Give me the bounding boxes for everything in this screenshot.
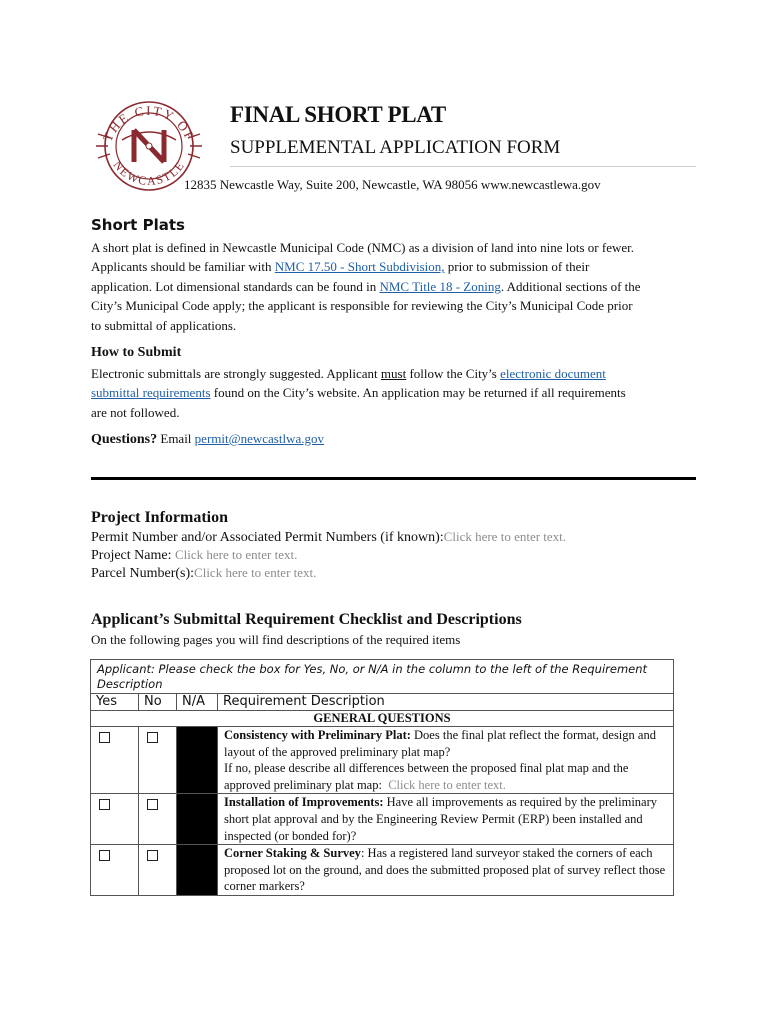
table-row xyxy=(91,845,674,896)
col-yes-header: Yes xyxy=(91,694,139,711)
table-row xyxy=(91,727,674,794)
header-divider xyxy=(230,166,696,167)
submittal-requirements-link-cont[interactable]: submittal requirements xyxy=(91,385,211,401)
parcel-number-label: Parcel Number(s): xyxy=(91,566,195,581)
text-span: application. Lot dimensional standards can be found in xyxy=(91,278,380,294)
section-divider xyxy=(91,477,696,480)
must-emphasis: must xyxy=(380,366,407,381)
yes-checkbox[interactable] xyxy=(99,799,110,810)
permit-number-field xyxy=(91,529,566,546)
checklist-heading: Applicant’s Submittal Requirement Checklist and Descriptions xyxy=(91,611,522,628)
no-checkbox[interactable] xyxy=(147,732,158,743)
col-desc-header: Requirement Description xyxy=(218,694,674,711)
na-cell xyxy=(177,845,218,896)
how-to-submit-heading: How to Submit xyxy=(91,345,182,360)
text-span: Applicants should be familiar with xyxy=(91,259,275,275)
requirement-text: : Has a registered land surveyor staked the corners of each proposed lot on the ground, and does the submitted proposed plat of survey reflect those corner markers? xyxy=(224,846,666,894)
requirement-text: Does the final plat reflect the format, design and layout of the approved preliminary plat map? xyxy=(224,728,656,759)
nmc-title-18-link[interactable]: NMC Title 18 - Zoning xyxy=(379,278,501,294)
na-cell xyxy=(177,794,218,845)
permit-number-input[interactable]: Click here to enter text. xyxy=(443,529,567,544)
para-line xyxy=(91,277,691,296)
submittal-requirements-link[interactable]: electronic document xyxy=(500,366,606,381)
col-na-header: N/A xyxy=(177,694,218,711)
table-row xyxy=(91,794,674,845)
section-general-questions: GENERAL QUESTIONS xyxy=(91,711,674,727)
project-info-heading: Project Information xyxy=(91,509,228,526)
short-plats-heading: Short Plats xyxy=(91,216,185,234)
para-line xyxy=(91,383,691,402)
form-title: FINAL SHORT PLAT xyxy=(230,102,446,127)
para-line: A short plat is defined in Newcastle Municipal Code (NMC) as a division of land into nine lots or fewer. xyxy=(91,240,635,255)
parcel-number-input[interactable]: Click here to enter text. xyxy=(194,565,317,580)
text-span: follow the City’s xyxy=(406,366,501,381)
short-plats-paragraph xyxy=(91,238,691,335)
text-span: found on the City’s website. An application may be returned if all requirements xyxy=(210,385,626,401)
para-line: are not followed. xyxy=(91,404,180,420)
no-checkbox[interactable] xyxy=(147,799,158,810)
requirement-title: Corner Staking & Survey xyxy=(224,846,361,861)
para-line xyxy=(91,364,691,383)
requirement-description xyxy=(218,727,674,794)
parcel-number-field xyxy=(91,565,316,582)
requirement-description xyxy=(218,794,674,845)
questions-line xyxy=(91,431,324,448)
requirement-text: Have all improvements as required by the preliminary short plat approval and by the Engineering Review Permit (ERP) been installed and inspected (or bonded for)? xyxy=(224,795,658,843)
text-span: prior to submission of their xyxy=(444,259,590,275)
na-cell xyxy=(177,727,218,794)
yes-cell xyxy=(91,794,139,845)
no-cell xyxy=(139,845,177,896)
para-line: to submittal of applications. xyxy=(91,317,237,333)
text-span: Email xyxy=(157,431,195,446)
no-cell xyxy=(139,727,177,794)
permit-number-label: Permit Number and/or Associated Permit Numbers (if known): xyxy=(91,530,444,545)
table-instruction: Applicant: Please check the box for Yes, No, or N/A in the column to the left of the Requirement Description xyxy=(91,660,674,694)
requirement-title: Installation of Improvements: xyxy=(224,795,384,810)
form-subtitle: SUPPLEMENTAL APPLICATION FORM xyxy=(230,137,561,158)
requirement-description xyxy=(218,845,674,896)
requirements-table xyxy=(90,659,674,896)
text-span: Electronic submittals are strongly suggested. Applicant xyxy=(91,366,381,381)
permit-email-link[interactable]: permit@newcastlwa.gov xyxy=(194,431,324,446)
nmc-17-50-link[interactable]: NMC 17.50 - Short Subdivision, xyxy=(274,259,445,275)
city-address: 12835 Newcastle Way, Suite 200, Newcastle, WA 98056 www.newcastlewa.gov xyxy=(184,177,601,192)
requirement-extra: If no, please describe all differences between the proposed final plat map and the approved preliminary plat map: xyxy=(224,761,629,792)
requirement-title: Consistency with Preliminary Plat: xyxy=(224,728,411,742)
svg-text:NEWCASTLE: NEWCASTLE xyxy=(110,157,188,189)
text-span: . Additional sections of the xyxy=(500,278,641,294)
yes-cell xyxy=(91,845,139,896)
yes-cell xyxy=(91,727,139,794)
project-name-label: Project Name: xyxy=(91,548,175,563)
yes-checkbox[interactable] xyxy=(99,732,110,743)
how-to-submit-paragraph xyxy=(91,364,691,422)
para-line: City’s Municipal Code apply; the applicant is responsible for reviewing the City’s Municipal Code prior xyxy=(91,298,633,314)
yes-checkbox[interactable] xyxy=(99,850,110,861)
project-name-input[interactable]: Click here to enter text. xyxy=(174,547,298,562)
col-no-header: No xyxy=(139,694,177,711)
questions-label: Questions? xyxy=(91,432,158,447)
no-cell xyxy=(139,794,177,845)
checklist-note: On the following pages you will find descriptions of the required items xyxy=(91,632,461,647)
svg-text:THE CITY OF: THE CITY OF xyxy=(99,102,199,144)
project-name-field xyxy=(91,547,297,564)
no-checkbox[interactable] xyxy=(147,850,158,861)
para-line xyxy=(91,257,691,276)
differences-input[interactable]: Click here to enter text. xyxy=(388,777,506,792)
